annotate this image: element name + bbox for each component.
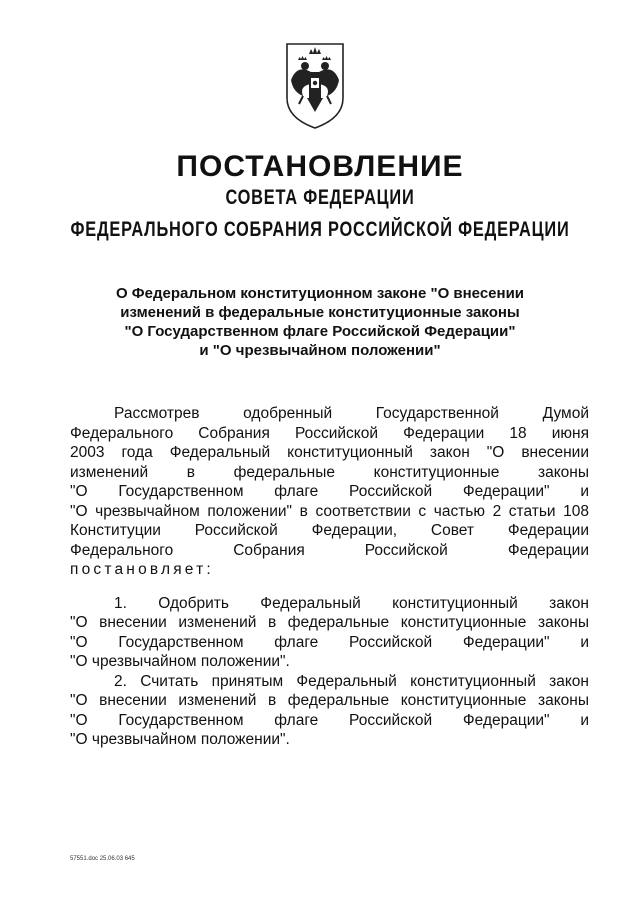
- document-subtitle-council: СОВЕТА ФЕДЕРАЦИИ: [225, 186, 415, 209]
- text-line: "О чрезвычайном положении".: [70, 653, 290, 670]
- text-line: Рассмотрев одобренный Государственной Думой: [114, 405, 589, 422]
- text-line: "О чрезвычайном положении" в соответствии с частью 2 статьи 108: [70, 502, 589, 520]
- resolution-item-1: [70, 594, 589, 672]
- subject-line: и "О чрезвычайном положении": [199, 342, 441, 359]
- text-line: "О внесении изменений в федеральные конституционные законы: [70, 614, 589, 631]
- text-line: "О внесении изменений в федеральные конституционные законы: [70, 692, 589, 709]
- resolves-word: постановляет:: [70, 561, 214, 578]
- document-body: [70, 404, 589, 750]
- text-line: "О чрезвычайном положении".: [70, 731, 290, 748]
- document-subtitle-assembly: ФЕДЕРАЛЬНОГО СОБРАНИЯ РОССИЙСКОЙ ФЕДЕРАЦИИ: [70, 218, 570, 241]
- text-line: 2003 года Федеральный конституционный закон "О внесении: [70, 444, 589, 461]
- text-line: Конституции Российской Федерации, Совет Федерации: [70, 522, 589, 539]
- text-line: 2. Считать принятым Федеральный конституционный закон: [114, 672, 589, 690]
- text-line: Федерального Собрания Российской Федерации 18 июня: [70, 424, 589, 442]
- document-title: ПОСТАНОВЛЕНИЕ: [176, 150, 464, 183]
- text-line: изменений в федеральные конституционные законы: [70, 463, 589, 481]
- document-file-code: 57551.doc 25.06.03 645: [70, 856, 135, 862]
- russian-coat-of-arms-icon: [283, 40, 347, 132]
- text-line: Федерального Собрания Российской Федерации: [70, 541, 589, 559]
- resolution-subject: [90, 284, 550, 360]
- subject-line: изменений в федеральные конституционные законы: [120, 304, 520, 321]
- text-line: "О Государственном флаге Российской Федерации" и: [70, 711, 589, 729]
- subject-line: О Федеральном конституционном законе "О внесении: [115, 285, 525, 302]
- text-line: "О Государственном флаге Российской Федерации" и: [70, 633, 589, 651]
- resolution-item-2: [70, 672, 589, 750]
- subject-line: "О Государственном флаге Российской Федерации": [124, 323, 516, 340]
- text-line: "О Государственном флаге Российской Федерации" и: [70, 483, 589, 500]
- preamble-paragraph: [70, 404, 589, 580]
- text-line: 1. Одобрить Федеральный конституционный закон: [114, 594, 589, 612]
